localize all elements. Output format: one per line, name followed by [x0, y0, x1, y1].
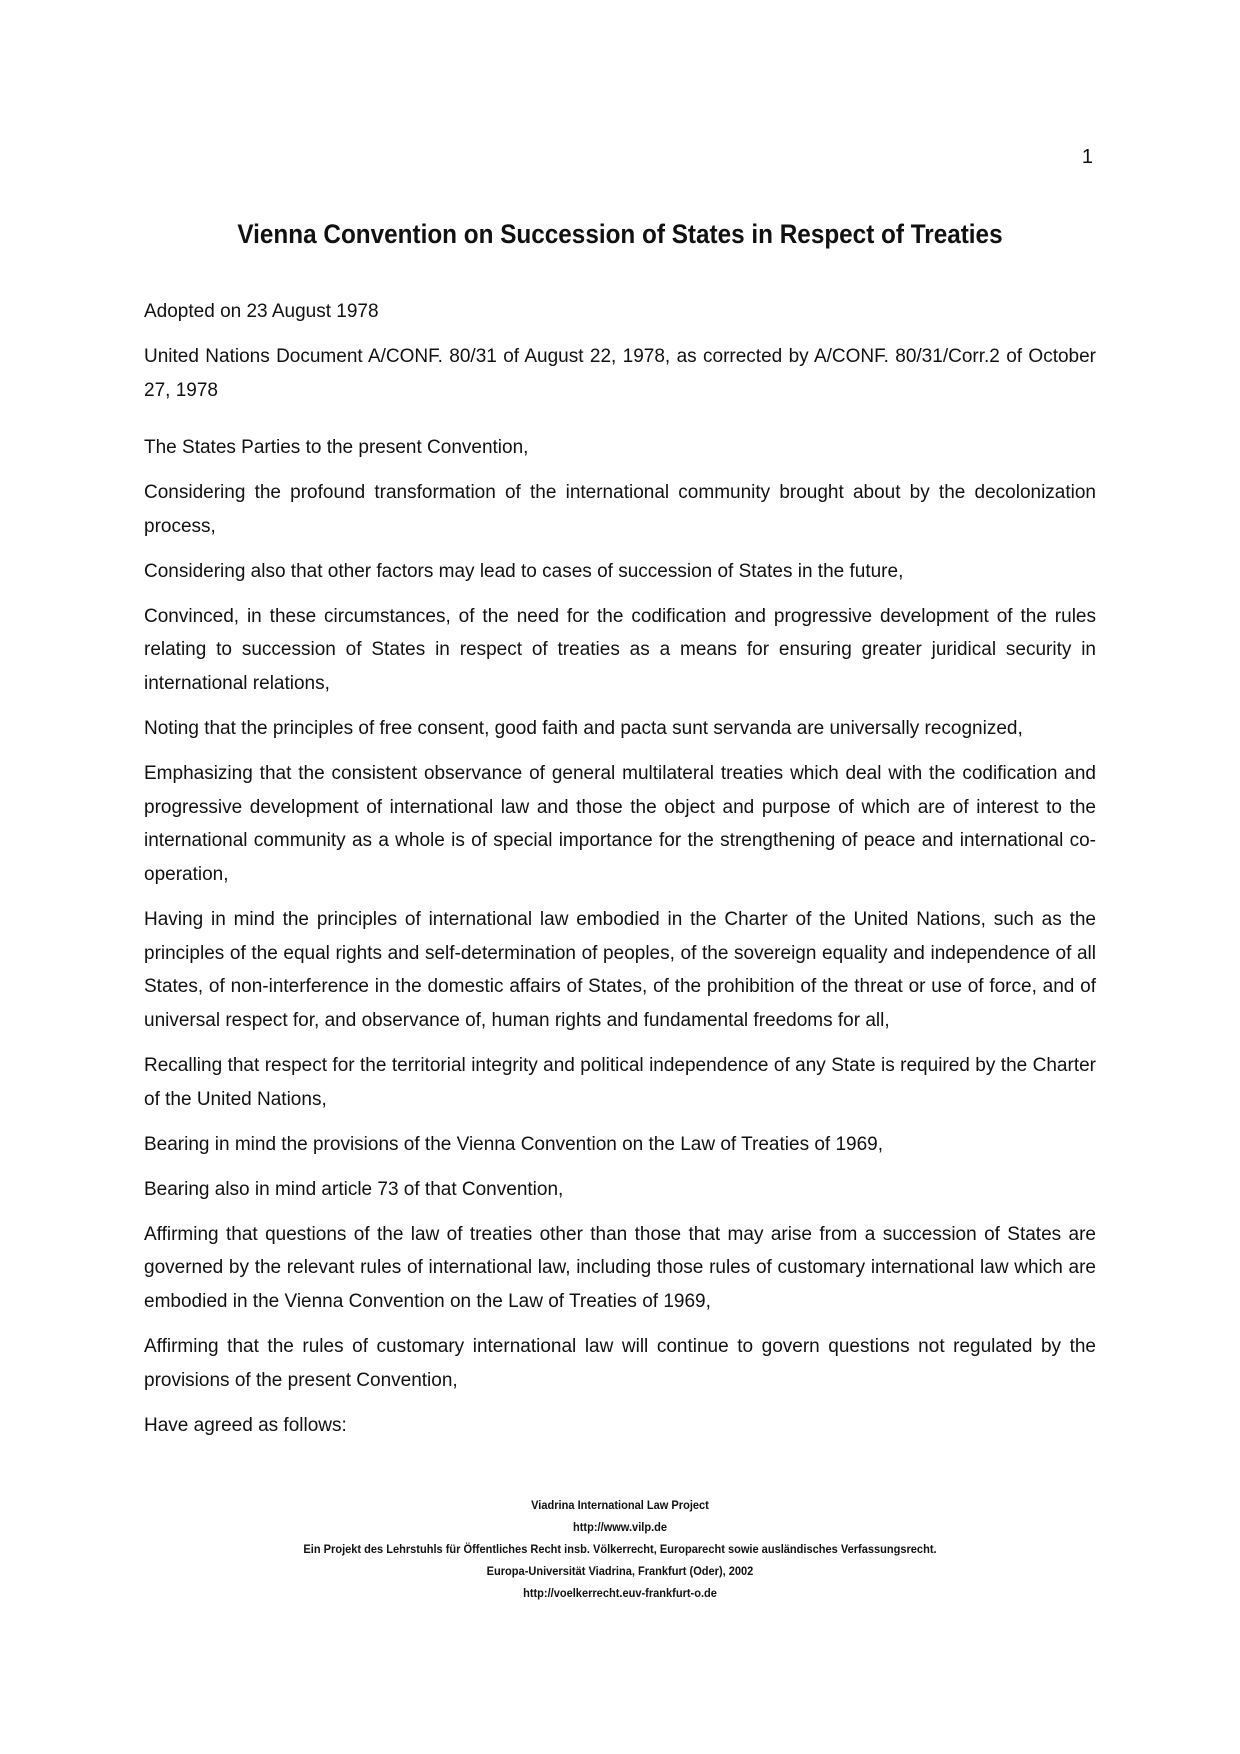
un-document-reference: United Nations Document A/CONF. 80/31 of August 22, 1978, as corrected by A/CONF. 80/31/Corr.2 of October 27, 1978: [144, 346, 1096, 401]
preamble-paragraph: Bearing in mind the provisions of the Vienna Convention on the Law of Treaties of 1969,: [144, 1133, 884, 1155]
preamble: [144, 431, 1096, 1454]
preamble-paragraph: Affirming that the rules of customary international law will continue to govern questions not regulated by the provisions of the present Convention,: [144, 1336, 1096, 1391]
footer-project-name: Viadrina International Law Project: [531, 1498, 709, 1512]
preamble-paragraph: Noting that the principles of free consent, good faith and pacta sunt servanda are universally recognized,: [144, 718, 1023, 740]
footer-url: http://www.vilp.de: [572, 1520, 668, 1534]
preamble-paragraph: Affirming that questions of the law of treaties other than those that may arise from a succession of States are governed by the relevant rules of international law, including those rules of customary international law which are embodied in the Vienna Convention on the Law of Treaties of 1969,: [144, 1223, 1096, 1313]
adoption-date: Adopted on 23 August 1978: [144, 301, 379, 322]
footer-university: Europa-Universität Viadrina, Frankfurt (Oder), 2002: [486, 1564, 754, 1578]
document-title: Vienna Convention on Succession of States in Respect of Treaties: [237, 219, 1003, 249]
preamble-paragraph: Considering the profound transformation of the international community brought about by the decolonization process,: [144, 482, 1096, 537]
preamble-paragraph: Having in mind the principles of international law embodied in the Charter of the United Nations, such as the principles of the equal rights and self-determination of peoples, of the sovereign equality and independence of all States, of non-interference in the domestic affairs of States, of the prohibition of the threat or use of force, and of universal respect for, and observance of, human rights and fundamental freedoms for all,: [144, 909, 1096, 1031]
page-number: 1: [1081, 146, 1093, 168]
preamble-paragraph: Recalling that respect for the territorial integrity and political independence of any State is required by the Charter of the United Nations,: [144, 1055, 1096, 1110]
footer-description: Ein Projekt des Lehrstuhls für Öffentliches Recht insb. Völkerrecht, Europarecht sowie ausländisches Verfassungsrecht.: [303, 1542, 937, 1556]
preamble-paragraph: The States Parties to the present Convention,: [144, 437, 529, 458]
preamble-paragraph: Convinced, in these circumstances, of the need for the codification and progressive development of the rules relating to succession of States in respect of treaties as a means for ensuring greater juridical security in international relations,: [144, 605, 1096, 695]
preamble-paragraph: Bearing also in mind article 73 of that Convention,: [144, 1178, 564, 1200]
page-footer: [0, 1494, 1240, 1604]
footer-url-secondary: http://voelkerrecht.euv-frankfurt-o.de: [523, 1586, 717, 1600]
preamble-paragraph: Have agreed as follows:: [144, 1414, 347, 1436]
preamble-paragraph: Considering also that other factors may lead to cases of succession of States in the future,: [144, 560, 904, 582]
preamble-paragraph: Emphasizing that the consistent observance of general multilateral treaties which deal with the codification and progressive development of international law and those the object and purpose of which are of interest to the international community as a whole is of special importance for the strengthening of peace and international co-operation,: [144, 763, 1096, 886]
